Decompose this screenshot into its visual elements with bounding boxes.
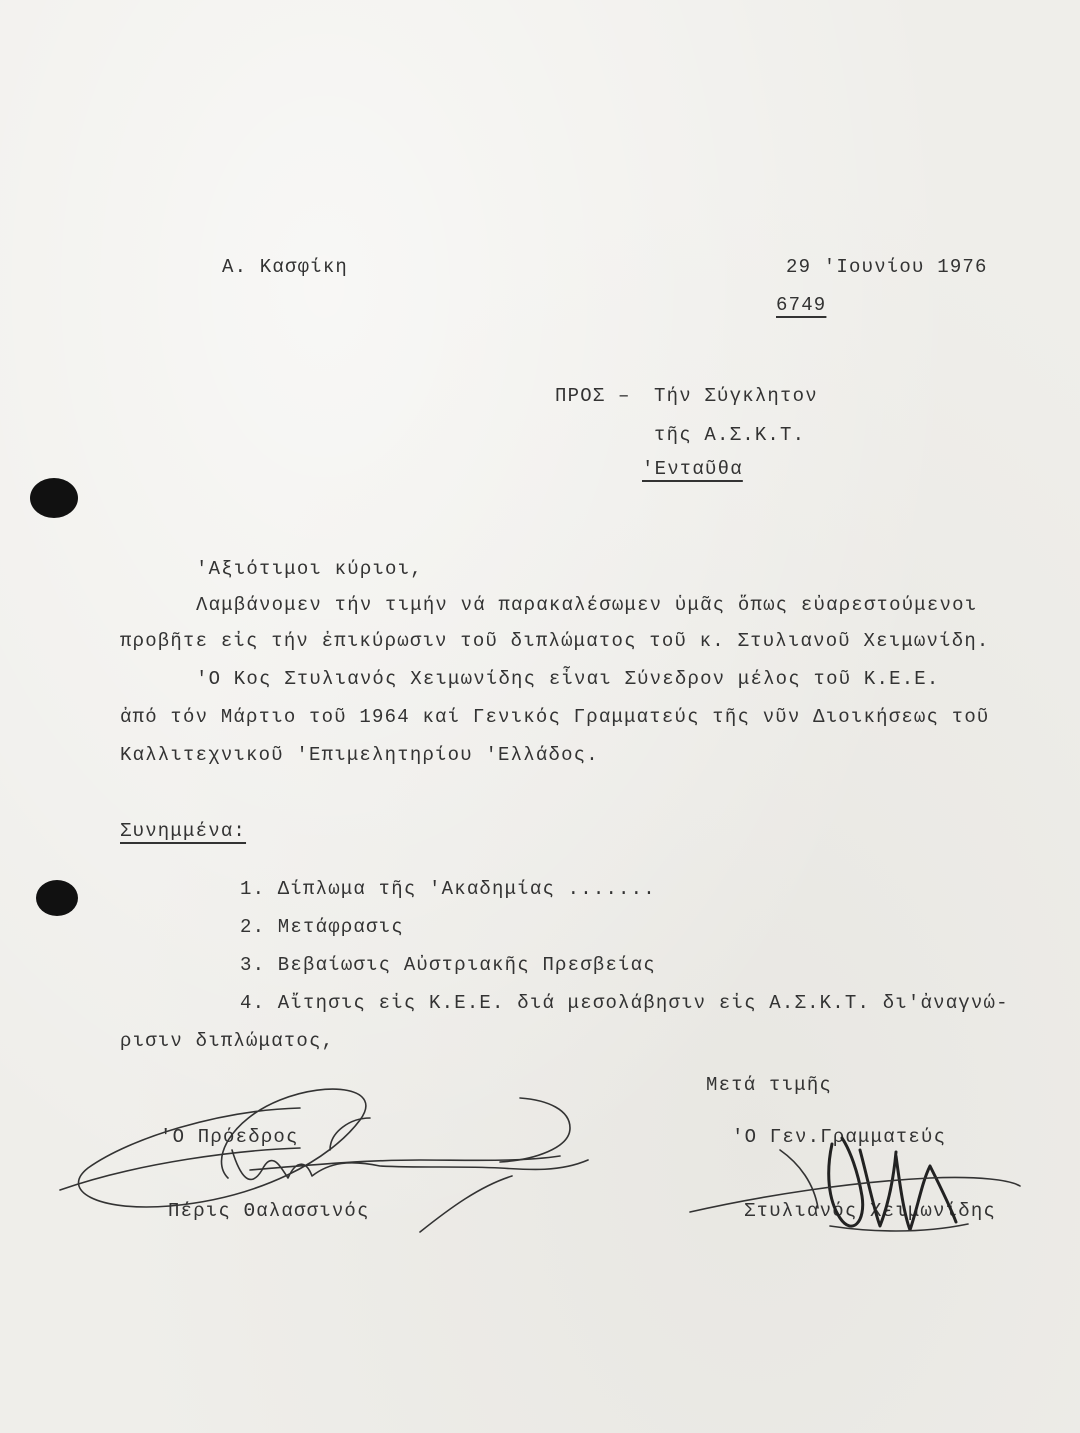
attachment-item-4-continuation: ρισιν διπλώματος, <box>120 1030 335 1052</box>
left-signatory-title: 'Ο Πρόεδρος <box>160 1126 299 1148</box>
recipient-line-2: τῆς Α.Σ.Κ.Τ. <box>654 424 806 446</box>
body-line-1: Λαμβάνομεν τήν τιμήν νά παρακαλέσωμεν ὑμᾶς ὅπως εὐαρεστούμενοι <box>196 594 978 616</box>
salutation: 'Αξιότιμοι κύριοι, <box>196 558 423 580</box>
closing: Μετά τιμῆς <box>706 1074 833 1096</box>
right-signatory-title: 'Ο Γεν.Γραμματεύς <box>732 1126 947 1148</box>
attachment-item-1: 1. Δίπλωμα τῆς 'Ακαδημίας ....... <box>240 878 656 900</box>
body-line-5: Καλλιτεχνικοῦ 'Επιμελητηρίου 'Ελλάδος. <box>120 744 599 766</box>
right-signatory-name: Στυλιανός Χειμωνίδης <box>744 1200 997 1222</box>
attachments-heading: Συνημμένα: <box>120 820 247 842</box>
body-line-4: ἀπό τόν Μάρτιο τοῦ 1964 καί Γενικός Γραμματεύς τῆς νῦν Διοικήσεως τοῦ <box>120 706 990 728</box>
recipient-line-3: 'Ενταῦθα <box>642 458 743 480</box>
attachment-item-3: 3. Βεβαίωσις Αὐστριακῆς Πρεσβείας <box>240 954 656 976</box>
reference-number: 6749 <box>776 294 827 316</box>
body-line-2: προβῆτε εἰς τήν ἐπικύρωσιν τοῦ διπλώματος τοῦ κ. Στυλιανοῦ Χειμωνίδη. <box>120 630 990 652</box>
body-line-3: 'Ο Κος Στυλιανός Χειμωνίδης εἶναι Σύνεδρον μέλος τοῦ Κ.Ε.Ε. <box>196 668 940 690</box>
recipient-prefix: ΠΡΟΣ – <box>555 385 631 407</box>
letter-date: 29 'Ιουνίου 1976 <box>786 256 988 278</box>
attachment-item-2: 2. Μετάφρασις <box>240 916 404 938</box>
left-signatory-name: Πέρις Θαλασσινός <box>168 1200 370 1222</box>
sender-initials: Α. Κασφίκη <box>222 256 349 278</box>
recipient-line-1: Τήν Σύγκλητον <box>654 385 818 407</box>
attachment-item-4: 4. Αἴτησις εἰς Κ.Ε.Ε. διά μεσολάβησιν εἰς Α.Σ.Κ.Τ. δι'ἀναγνώ- <box>240 992 1009 1014</box>
